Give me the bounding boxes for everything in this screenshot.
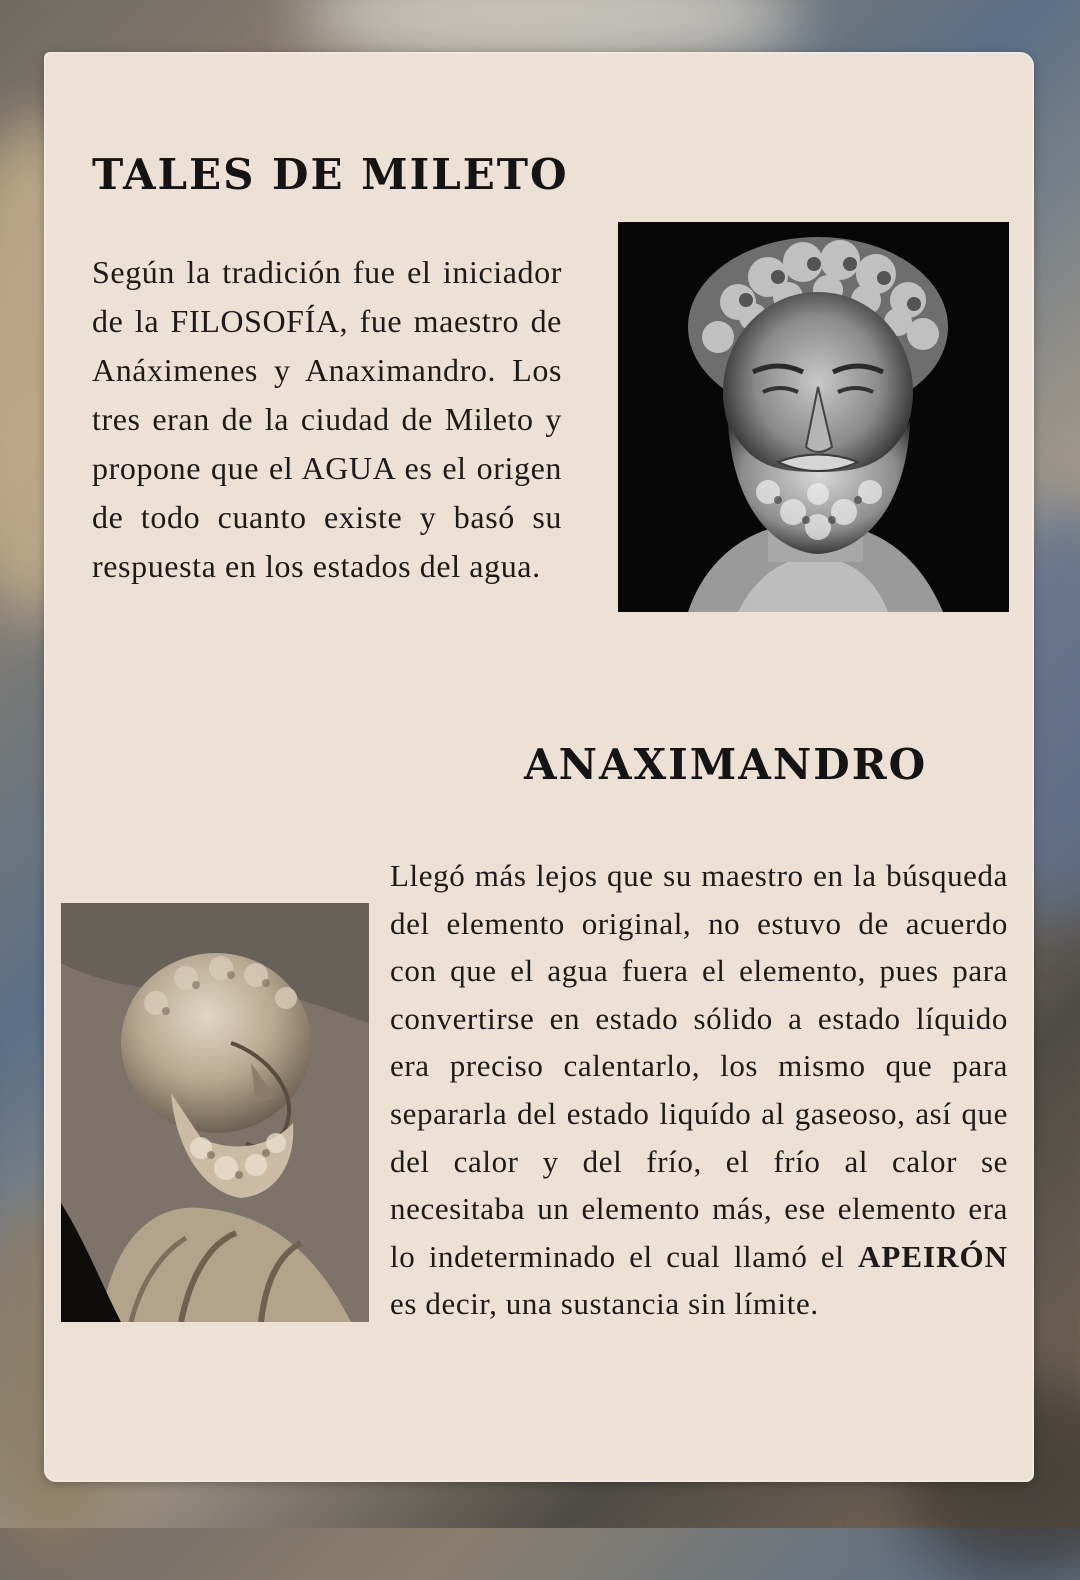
tales-heading: TALES DE MILETO bbox=[92, 150, 569, 199]
anaximandro-heading: ANAXIMANDRO bbox=[524, 740, 928, 789]
apeiron-keyword: APEIRÓN bbox=[858, 1238, 1008, 1274]
anaximandro-paragraph bbox=[390, 852, 1008, 1328]
anaximandro-paragraph-end: es decir, una sustancia sin límite. bbox=[390, 1286, 819, 1322]
relief-portrait-icon bbox=[61, 903, 369, 1322]
bust-portrait-icon bbox=[618, 222, 1009, 612]
tales-paragraph: Según la tradición fue el iniciador de la FILOSOFÍA, fue maestro de Anáximenes y Anaximandro. Los tres eran de la ciudad de Mileto y propone que el AGUA es el origen de todo cuanto existe y basó su respuesta en los estados del agua. bbox=[92, 254, 562, 584]
anaximandro-portrait bbox=[61, 903, 369, 1322]
anaximandro-paragraph-start: Llegó más lejos que su maestro en la búsqueda del elemento original, no estuvo de acuerdo con que el agua fuera el elemento, pues para convertirse en estado sólido a estado líquido era preciso calentarlo, los mismo que para separarla del estado liquído al gaseoso, así que del calor y del frío, el frío al calor se necesitaba un elemento más, ese elemento era lo indeterminado el cual llamó el bbox=[390, 858, 1008, 1274]
tales-portrait bbox=[618, 222, 1009, 612]
